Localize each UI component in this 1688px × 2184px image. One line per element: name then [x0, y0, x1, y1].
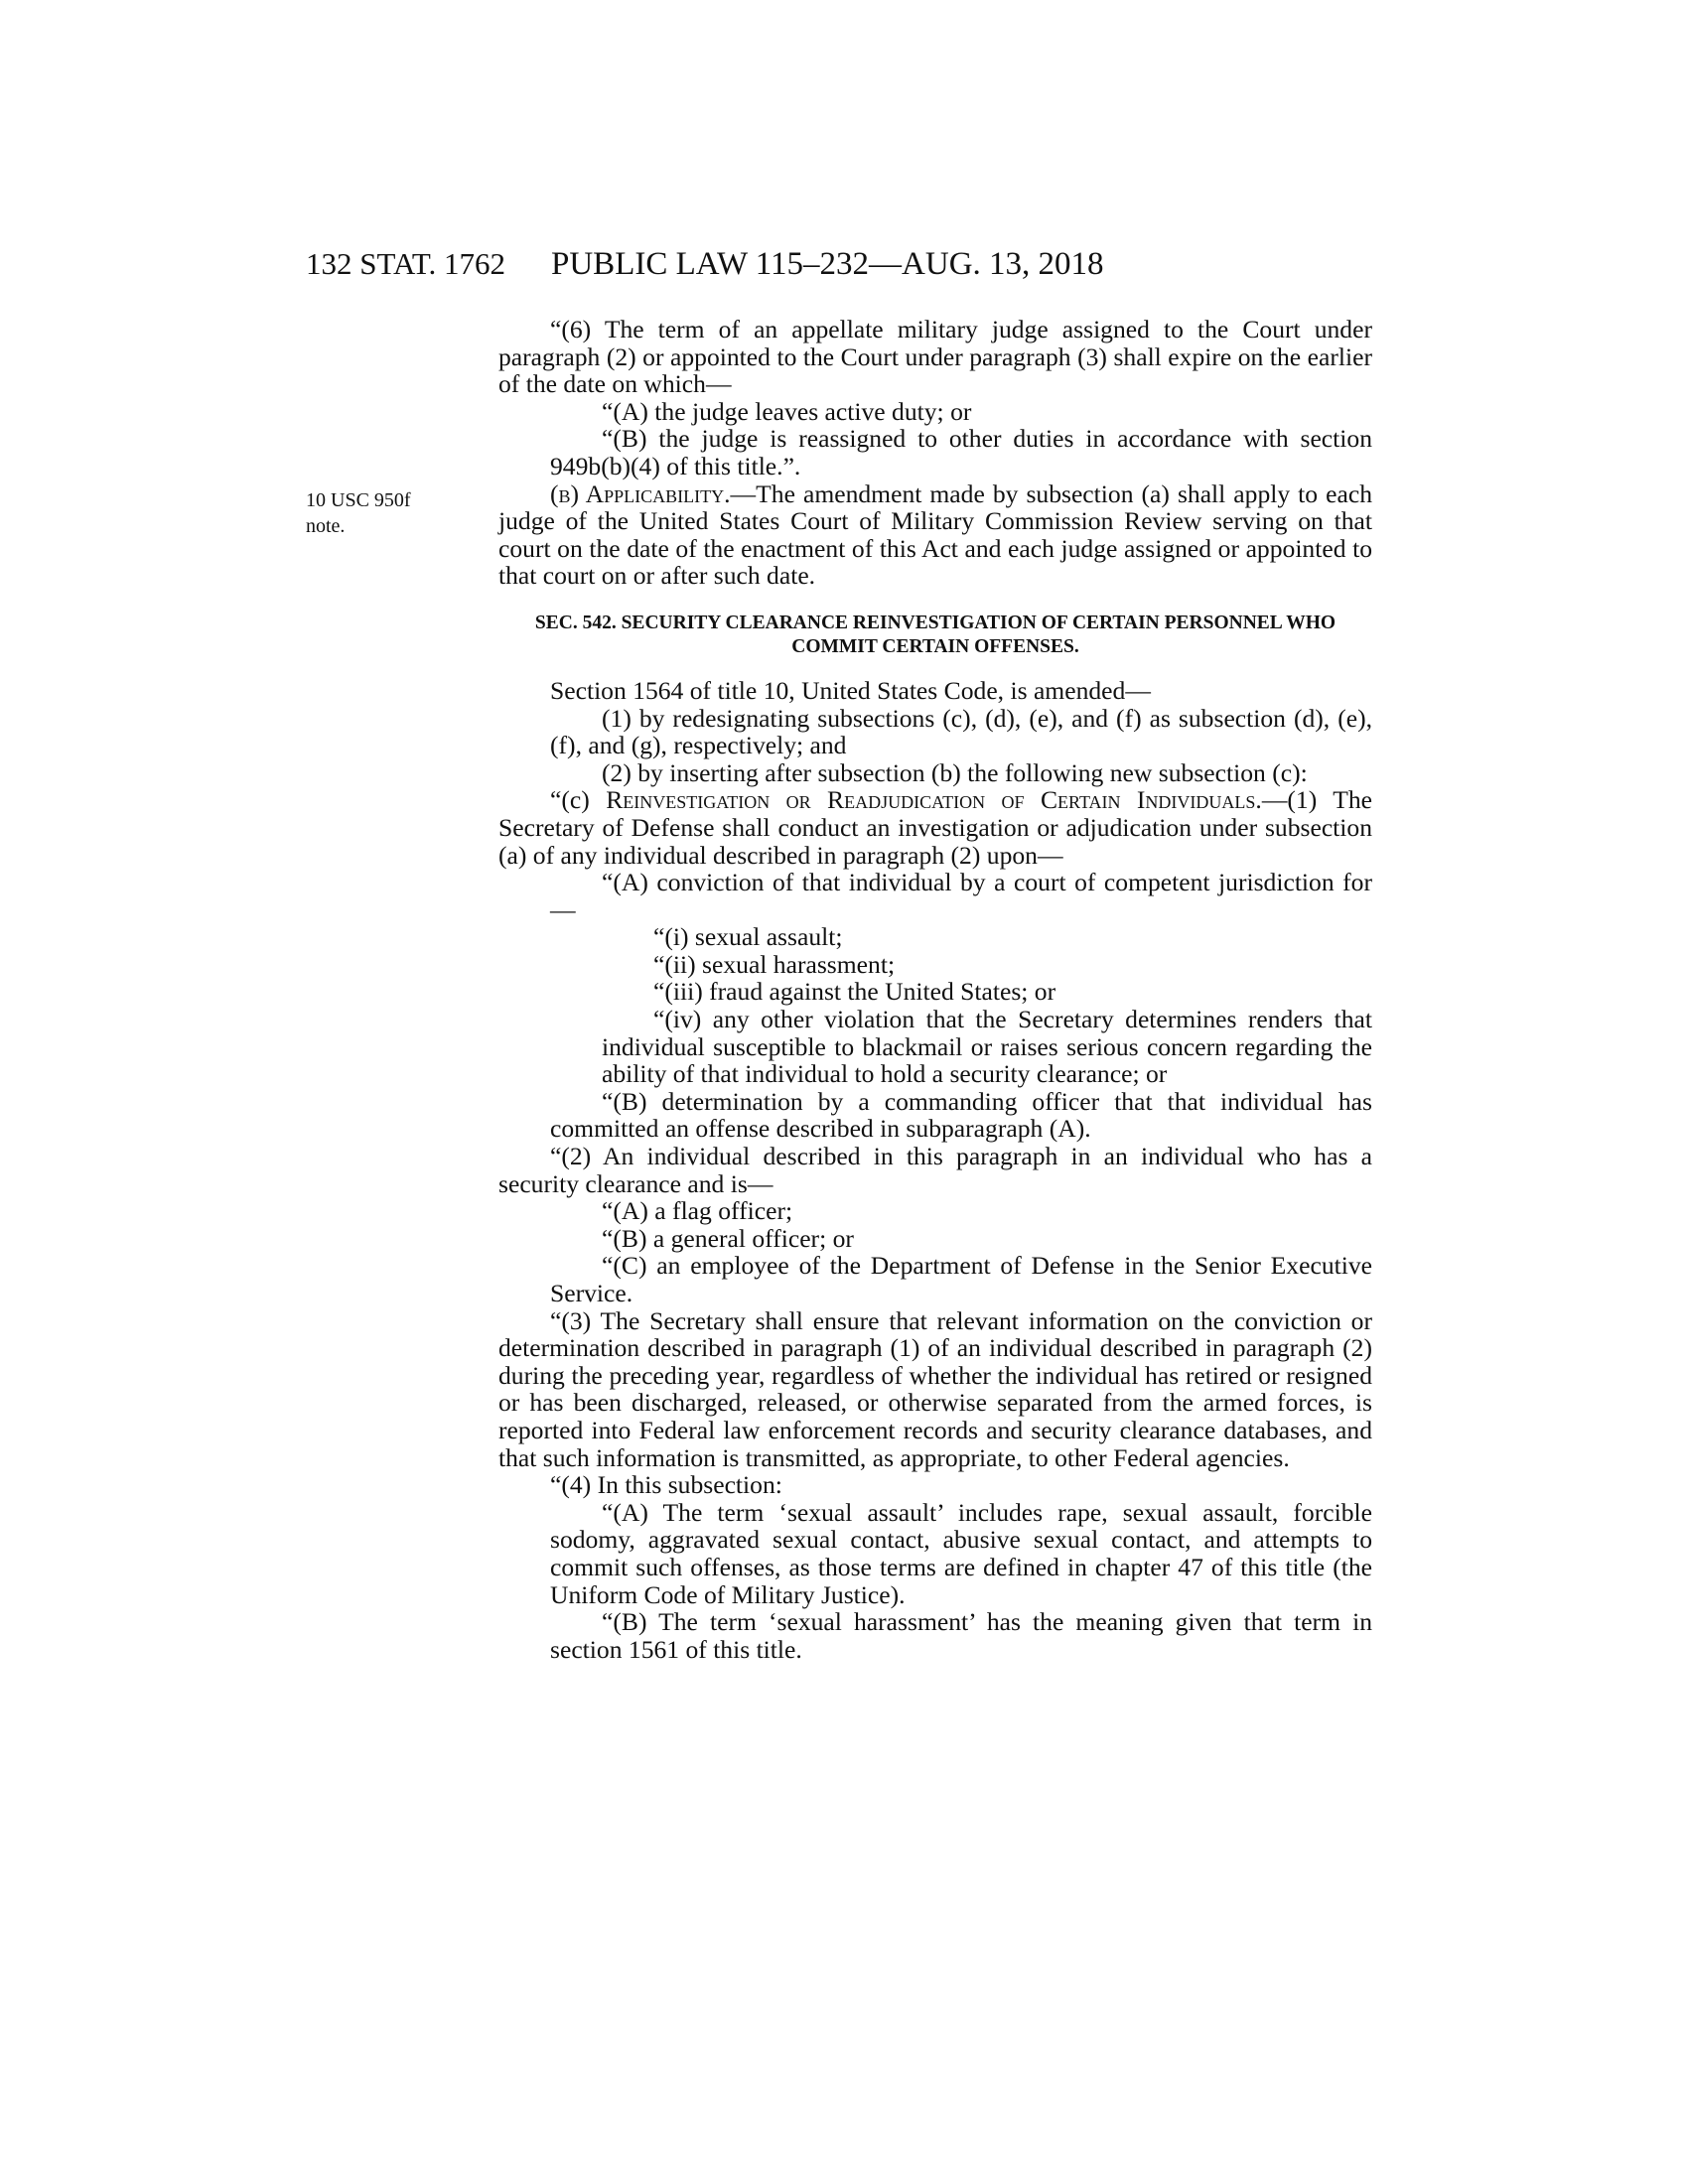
clause-b-general-officer: “(B) a general officer; or — [602, 1223, 854, 1253]
statute-page-number: 132 STAT. 1762 — [306, 246, 506, 281]
amendment-intro: Section 1564 of title 10, United States Code, is amended— — [550, 675, 1151, 705]
amendment-item-1: (1) by redesignating subsections (c), (d), (e), and (f) as subsection (d), (e), (f), and (g), respectively; and — [550, 703, 1372, 760]
clause-c-employee: “(C) an employee of the Department of Defense in the Senior Executive Service. — [550, 1251, 1372, 1307]
margin-note-citation: 10 USC 950f — [306, 489, 411, 511]
subsection-c-text: —(1) The Secretary of Defense shall conduct an investigation or adjudication under subsection (a) of any individual described in paragraph (2) upon— — [498, 785, 1372, 870]
clause-a-flag-officer: “(A) a flag officer; — [602, 1196, 793, 1226]
applicability-heading: (b) Applicability. — [550, 478, 731, 508]
paragraph-3-reporting: “(3) The Secretary shall ensure that relevant information on the conviction or determination described in paragraph (1) of an individual described in paragraph (2) during the preceding year, regardless of whether the individual has retired or resigned or has been discharged, released, or otherwise separated from the armed forces, is reported into Federal law enforcement records and security clearance databases, and that such information is transmitted, as appropriate, to other Federal agencies. — [498, 1305, 1372, 1472]
clause-iii: “(iii) fraud against the United States; or — [653, 977, 1056, 1007]
subsection-c-open: “(c) — [550, 785, 607, 815]
paragraph-4-definitions: “(4) In this subsection: — [550, 1470, 782, 1500]
clause-a-conviction: “(A) conviction of that individual by a court of competent jurisdiction for— — [550, 868, 1372, 924]
section-heading: SEC. 542. SECURITY CLEARANCE REINVESTIGATION OF CERTAIN PERSONNEL WHO COMMIT CERTAIN OFFENSES. — [534, 612, 1336, 657]
clause-b-determination: “(B) determination by a commanding officer that that individual has committed an offense described in subparagraph (A). — [550, 1086, 1372, 1144]
margin-note-suffix: note. — [306, 515, 346, 537]
public-law-title: PUBLIC LAW 115–232—AUG. 13, 2018 — [551, 246, 1104, 282]
clause-i: “(i) sexual assault; — [653, 922, 843, 952]
subsection-c — [498, 786, 1372, 869]
subsection-c-heading: Reinvestigation or Readjudication of Certain Individuals. — [606, 785, 1262, 815]
clause-ii: “(ii) sexual harassment; — [653, 949, 896, 979]
document-body — [498, 316, 1372, 1663]
paragraph-2-individual: “(2) An individual described in this paragraph in an individual who has a security clearance and is— — [498, 1142, 1372, 1198]
amendment-item-2: (2) by inserting after subsection (b) the following new subsection (c): — [602, 757, 1308, 787]
subparagraph-b-reassigned: “(B) the judge is reassigned to other duties in accordance with section 949b(b)(4) of this title.”. — [550, 424, 1372, 480]
page-header — [0, 246, 1688, 286]
margin-note — [306, 487, 445, 539]
definition-sexual-harassment: “(B) The term ‘sexual harassment’ has the meaning given that term in section 1561 of this title. — [550, 1607, 1372, 1664]
applicability-text: —The amendment made by subsection (a) shall apply to each judge of the United States Court of Military Commission Review serving on that court on the date of the enactment of this Act and each judge assigned or appointed to that court on or after such date. — [498, 478, 1372, 591]
applicability-paragraph — [498, 480, 1372, 590]
clause-iv: “(iv) any other violation that the Secretary determines renders that individual susceptible to blackmail or raises serious concern regarding the ability of that individual to hold a security clearance; or — [602, 1005, 1372, 1089]
paragraph-6: “(6) The term of an appellate military judge assigned to the Court under paragraph (2) or appointed to the Court under paragraph (3) shall expire on the earlier of the date on which— — [498, 315, 1372, 399]
definition-sexual-assault: “(A) The term ‘sexual assault’ includes rape, sexual assault, forcible sodomy, aggravated sexual contact, abusive sexual contact, and attempts to commit such offenses, as those terms are defined in chapter 47 of this title (the Uniform Code of Military Justice). — [550, 1497, 1372, 1609]
subparagraph-a-leaves-duty: “(A) the judge leaves active duty; or — [602, 396, 972, 426]
